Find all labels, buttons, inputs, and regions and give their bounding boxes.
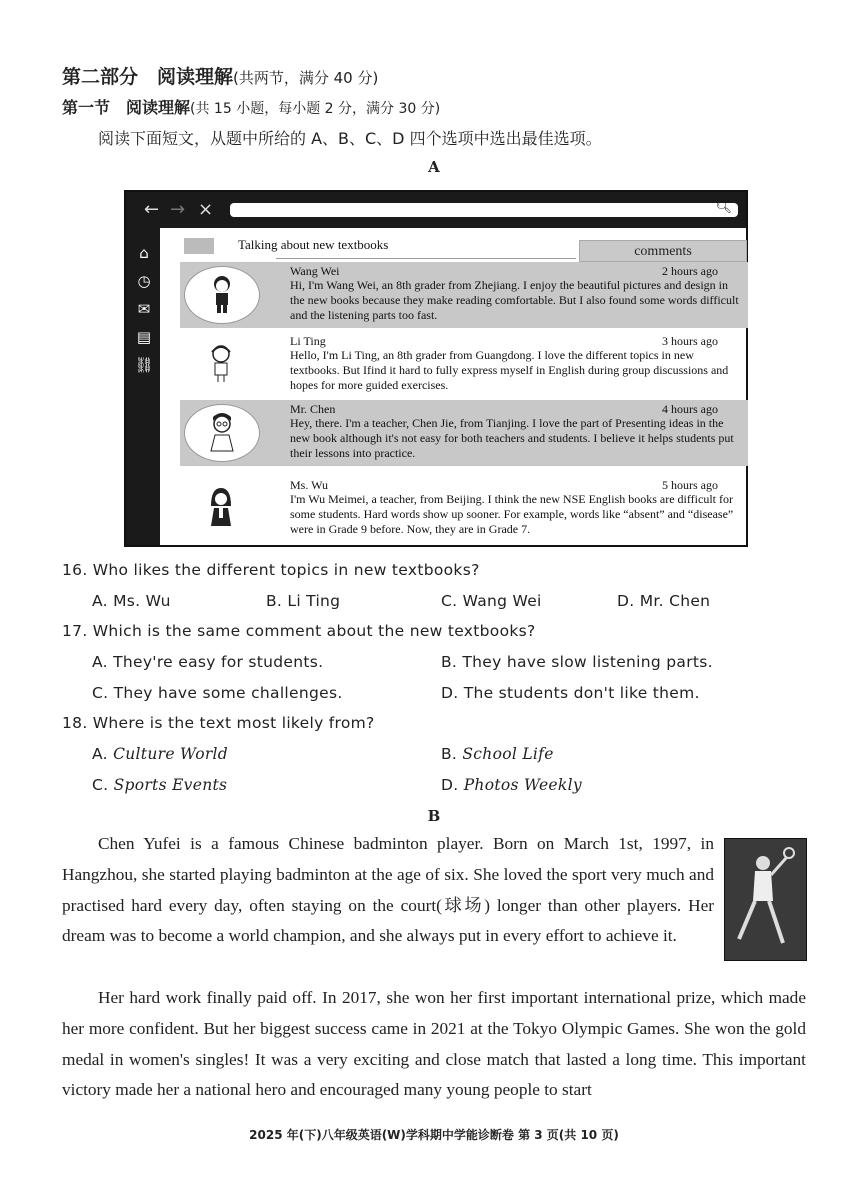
- avatar: [184, 336, 258, 392]
- comment-item: [180, 332, 748, 398]
- option-16d: D. Mr. Chen: [617, 592, 711, 610]
- comment-time: 3 hours ago: [662, 334, 718, 348]
- comment-text: Hello, I'm Li Ting, an 8th grader from Guangdong. I love the different topics in new textbooks. But Ifind it hard to fully express myself in English during group discussions and hopes for more guided exercises.: [290, 348, 729, 392]
- option-16c: C. Wang Wei: [441, 592, 542, 610]
- mail-icon: ✉: [137, 300, 151, 318]
- link-icon: ⛓: [134, 356, 154, 374]
- passage-b-letter: B: [427, 807, 441, 825]
- chat-icon: ▤: [136, 328, 152, 346]
- option-16a: A. Ms. Wu: [92, 592, 171, 610]
- comment-text: I'm Wu Meimei, a teacher, from Beijing. I think the new NSE English books are difficult for some students. Hard words show up sooner. For example, words like “absent” and “disease” were in Grade 9 before. Now, they are in Grade 7.: [290, 492, 734, 536]
- option-17d: D. The students don't like them.: [441, 684, 700, 702]
- comment-author: Mr. Chen: [290, 402, 336, 416]
- question-18: 18. Where is the text most likely from?: [62, 714, 375, 732]
- passage-b-paragraph-2: Her hard work finally paid off. In 2017, she won her first important international prize, which made her more confident. But her biggest success came in 2021 at the Tokyo Olympic Games. She won the gold medal in women's singles! It was a very exciting and close match that lasted a long time. This important victory made her a national hero and encouraged many young people to start: [62, 988, 806, 1100]
- browser-sidebar: [126, 228, 160, 545]
- thread-title: Talking about new textbooks: [238, 237, 389, 252]
- home-icon: ⌂: [139, 244, 149, 262]
- comment-time: 2 hours ago: [662, 264, 718, 278]
- part-title: 第二部分 阅读理解(共两节，满分 40 分): [62, 66, 379, 88]
- forward-icon: →: [170, 199, 186, 220]
- section-title: 第一节 阅读理解(共 15 小题，每小题 2 分，满分 30 分): [62, 98, 441, 117]
- option-17b: B. They have slow listening parts.: [441, 653, 713, 671]
- divider: [276, 258, 576, 259]
- user-card-icon: [184, 238, 214, 254]
- badminton-photo: [724, 838, 807, 961]
- option-16b: B. Li Ting: [266, 592, 341, 610]
- page-footer: 2025 年(下)八年级英语(W)学科期中学能诊断卷 第 3 页(共 10 页): [249, 1128, 619, 1142]
- close-icon: ×: [198, 199, 214, 220]
- comment-author: Ms. Wu: [290, 478, 328, 492]
- instruction: 阅读下面短文，从题中所给的 A、B、C、D 四个选项中选出最佳选项。: [98, 129, 602, 148]
- address-bar: [230, 200, 738, 217]
- option-18c: C. Sports Events: [92, 776, 228, 794]
- comment-time: 4 hours ago: [662, 402, 718, 416]
- clock-icon: ◷: [137, 272, 151, 290]
- comments-tab: comments: [579, 240, 747, 262]
- option-18d: D. Photos Weekly: [441, 776, 582, 794]
- forum-screenshot: [124, 190, 748, 547]
- avatar: [184, 404, 260, 462]
- comment-item: [180, 400, 748, 466]
- comment-item: [180, 476, 748, 542]
- passage-a-letter: A: [428, 158, 440, 176]
- comment-item: [180, 262, 748, 328]
- passage-b-paragraph-1: Chen Yufei is a famous Chinese badminton player. Born on March 1st, 1997, in Hangzhou, she started playing badminton at the age of six. She loved the sport very much and practised hard every day, often staying on the court(球场) longer than other players. Her dream was to become a world champion, and she always put in every effort to achieve it.: [62, 834, 714, 946]
- comment-time: 5 hours ago: [662, 478, 718, 492]
- back-icon: ←: [144, 199, 160, 220]
- option-17c: C. They have some challenges.: [92, 684, 343, 702]
- question-16: 16. Who likes the different topics in new textbooks?: [62, 561, 480, 579]
- comment-author: Wang Wei: [290, 264, 340, 278]
- comment-text: Hey, there. I'm a teacher, Chen Jie, from Tianjing. I love the part of Presenting ideas in the new book although it's not easy for both teachers and students. I believe it helps students put their lessons into practice.: [290, 416, 734, 460]
- avatar: [184, 266, 260, 324]
- browser-toolbar: [126, 192, 746, 228]
- question-17: 17. Which is the same comment about the new textbooks?: [62, 622, 536, 640]
- comment-text: Hi, I'm Wang Wei, an 8th grader from Zhejiang. I enjoy the beautiful pictures and design in the new books because they make reading comfortable. But I also found some words difficult and the listening parts too fast.: [290, 278, 739, 322]
- part-note: (共两节，满分 40 分): [233, 69, 379, 87]
- option-18a: A. Culture World: [92, 745, 229, 763]
- option-17a: A. They're easy for students.: [92, 653, 324, 671]
- avatar: [184, 480, 258, 536]
- search-icon: 🔍︎: [715, 200, 732, 215]
- section-note: (共 15 小题，每小题 2 分，满分 30 分): [190, 101, 441, 117]
- option-18b: B. School Life: [441, 745, 554, 763]
- comment-author: Li Ting: [290, 334, 326, 348]
